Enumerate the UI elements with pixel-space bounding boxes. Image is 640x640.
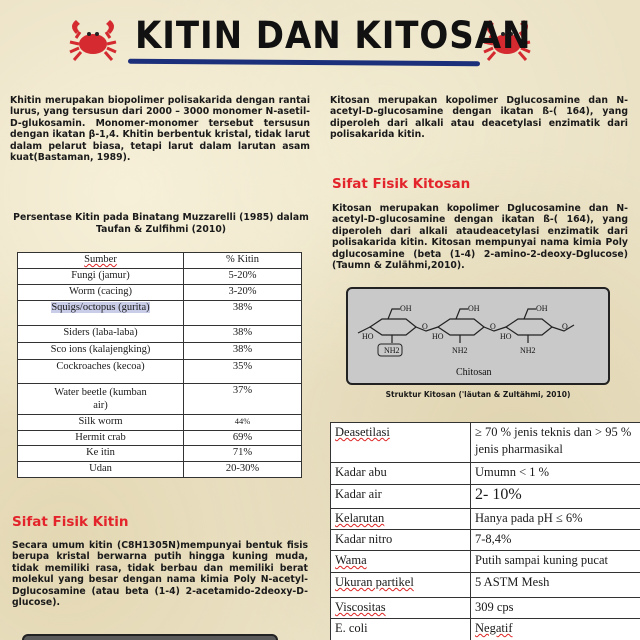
structure-caption: Struktur Kitosan ('läutan & Zultähmi, 2010) <box>385 390 571 399</box>
svg-text:NH2: NH2 <box>452 346 468 355</box>
table-row: Kadar nitro 7-8,4% <box>331 530 640 551</box>
table-row: Cockroaches (kecoa) 35% <box>18 360 302 384</box>
table-row: Kelarutan Hanya pada pH ≤ 6% <box>331 509 640 530</box>
table-row: Kadar abu Umumn < 1 % <box>331 463 640 485</box>
table-row: Viscositas 309 cps <box>331 598 640 619</box>
image-box-partial <box>22 634 278 640</box>
svg-text:OH: OH <box>400 304 412 313</box>
svg-text:OH: OH <box>536 304 548 313</box>
kitosan-properties-table <box>330 422 640 640</box>
sifat-kitosan-heading: Sifat Fisik Kitosan <box>332 176 471 192</box>
svg-text:HO: HO <box>362 332 374 341</box>
sifat-kitosan-text: Kitosan merupakan kopolimer Dglucosamine dan N-acetyl-D-glucosamine dengan ikatan ß-( 164), yang diperoleh dari alkali ataudeacetylasi enzimatik dari polisakarida kitin. Kitosan mempunyai nama kimia Poly dglucosamine (beta (1-4) 2-amino-2-deoxy-Dglucose) (Taumn & Zulähmi,2010). <box>332 203 628 272</box>
table-row: Kadar air 2- 10% <box>331 485 640 509</box>
table1-caption: Persentase Kitin pada Binatang Muzzarelli (1985) dalam Taufan & Zulfihmi (2010) <box>13 212 309 235</box>
table-row: Siders (laba-laba) 38% <box>18 326 302 343</box>
table-row: Ke itin 71% <box>18 446 302 462</box>
title-underline <box>128 59 480 66</box>
table-row: Udan 20-30% <box>18 462 302 478</box>
table-row: Wama Putih sampai kuning pucat <box>331 551 640 573</box>
sifat-kitin-heading: Sifat Fisik Kitin <box>12 514 129 530</box>
table-row: Silk worm 44% <box>18 415 302 431</box>
table-row: E. coli Negatif <box>331 619 640 640</box>
svg-text:HO: HO <box>500 332 512 341</box>
svg-text:OH: OH <box>468 304 480 313</box>
table-row: Hermit crab 69% <box>18 431 302 446</box>
svg-text:O: O <box>422 322 428 331</box>
crab-icon-left <box>68 14 118 66</box>
header-kitin: % Kitin <box>184 253 302 269</box>
kitin-intro: Khitin merupakan biopolimer polisakarida dengan rantai lurus, yang tersusun dari 2000 – 3000 monomer N-asetil-D-glukosamin. Monomer-monomer tersebut tersusun dengan ikatan β-1,4. Khitin berbentuk kristal, tidak larut dalam pelarut biasa, tetapi larut dalam larutan asam kuat(Bastaman, 1989). <box>10 95 310 164</box>
svg-text:O: O <box>562 322 568 331</box>
table-row: Worm (cacing) 3-20% <box>18 285 302 301</box>
header-sumber: Sumber <box>18 253 184 269</box>
table-row: Fungi (jamur) 5-20% <box>18 269 302 285</box>
svg-text:HO: HO <box>432 332 444 341</box>
kitin-percentage-table <box>17 252 302 478</box>
table-row: Sco ions (kalajengking) 38% <box>18 343 302 360</box>
structure-name: Chitosan <box>456 367 492 378</box>
table-row: Water beetle (kumban air) 37% <box>18 384 302 415</box>
kitosan-intro: Kitosan merupakan kopolimer Dglucosamine dan N-acetyl-D-glucosamine dengan ikatan ß-( 164), yang diperoleh dari alkali atau deacetylasi enzimatik dari polisakarida kitin. <box>330 95 628 141</box>
svg-text:O: O <box>490 322 496 331</box>
page-title: KITIN DAN KITOSAN <box>135 14 532 57</box>
table-row: Ukuran partikel 5 ASTM Mesh <box>331 573 640 598</box>
sifat-kitin-text: Secara umum kitin (C8H1305N)mempunyai bentuk fisis berupa kristal berwarna putih hingga kuning muda, tidak memiliki rasa, tidak berbau dan memiliki berat molekul yang besar dengan nama kimia Poly N-acetyl-Dglucosamine (atau beta (1-4) 2-acetamido-2deoxy-D-glucose). <box>12 540 308 609</box>
chitosan-structure-image <box>346 287 610 385</box>
table-row: Squigs/octopus (gurita) 38% <box>18 301 302 326</box>
table-row: Deasetilasi ≥ 70 % jenis teknis dan > 95 % jenis pharmasikal <box>331 423 640 463</box>
svg-text:NH2: NH2 <box>384 346 400 355</box>
svg-text:NH2: NH2 <box>520 346 536 355</box>
